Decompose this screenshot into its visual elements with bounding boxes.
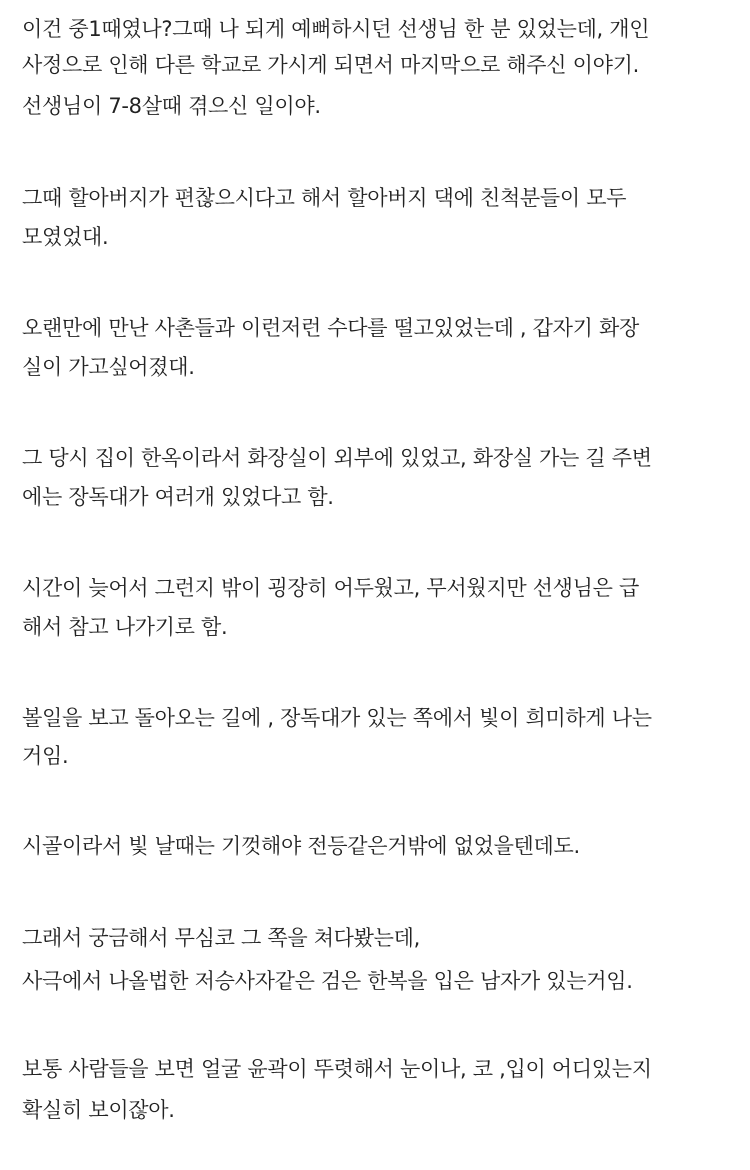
text-line: 시골이라서 빛 날때는 기껏해야 전등같은거밖에 없었을텐데도. [22,834,580,858]
text-line: 선생님이 7-8살때 겪으신 일이야. [22,94,321,118]
text-line: 시간이 늦어서 그런지 밖이 굉장히 어두웠고, 무서웠지만 선생님은 급 [22,576,639,600]
text-line: 해서 참고 나가기로 함. [22,615,228,639]
text-line: 이건 중1때였나?그때 나 되게 예뻐하시던 선생님 한 분 있었는데, 개인 [22,17,650,41]
text-line: 보통 사람들을 보면 얼굴 윤곽이 뚜렷해서 눈이나, 코 ,입이 어디있는지 [22,1057,652,1081]
text-line: 사정으로 인해 다른 학교로 가시게 되면서 마지막으로 해주신 이야기. [22,53,639,77]
text-line: 거임. [22,744,69,768]
text-line: 실이 가고싶어졌대. [22,355,195,379]
text-line: 그래서 궁금해서 무심코 그 쪽을 쳐다봤는데, [22,926,420,950]
text-line: 볼일을 보고 돌아오는 길에 , 장독대가 있는 쪽에서 빛이 희미하게 나는 [22,706,652,730]
text-line: 사극에서 나올법한 저승사자같은 검은 한복을 입은 남자가 있는거임. [22,969,633,993]
text-line: 확실히 보이잖아. [22,1098,175,1122]
text-line: 에는 장독대가 여러개 있었다고 함. [22,485,334,509]
text-line: 그때 할아버지가 편찮으시다고 해서 할아버지 댁에 친척분들이 모두 [22,186,627,210]
text-line: 그 당시 집이 한옥이라서 화장실이 외부에 있었고, 화장실 가는 길 주변 [22,446,652,470]
text-line: 모였었대. [22,225,109,249]
text-line: 오랜만에 만난 사촌들과 이런저런 수다를 떨고있었는데 , 갑자기 화장 [22,316,639,340]
